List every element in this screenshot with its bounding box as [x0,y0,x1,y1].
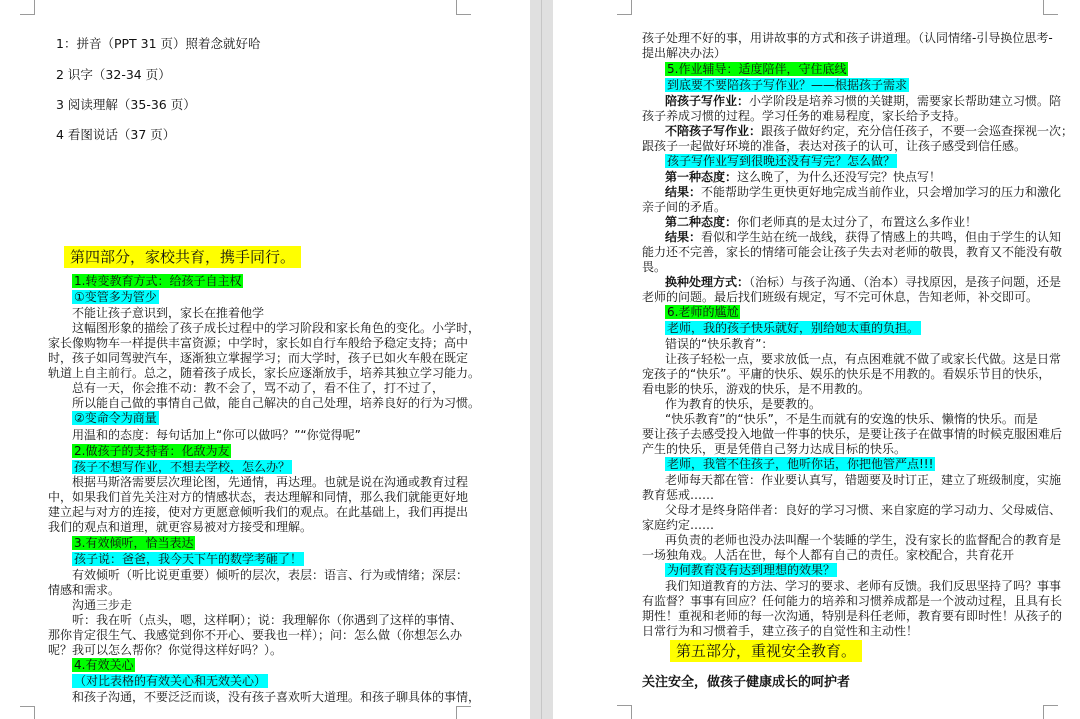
term-label: 结果： [665,185,702,199]
term-label: 陪孩子写作业： [665,94,750,108]
note-highlight: （对比表格的有效关心和无效关心） [74,674,267,688]
quote-highlight: 孩子写作业写到很晚还没有写完？怎么做？ [667,154,896,168]
question-highlight: 为何教育没有达到理想的效果？ [667,563,836,577]
body-line: 家庭约定…… [642,518,715,532]
body-line: 所以能自己做的事情自己做，能自己解决的自己处理，培养良好的行为习惯。 [72,396,481,410]
body-text: 这么晚了，为什么还没写完？快点写！ [737,170,942,184]
term-label: 换种处理方式： [665,275,750,289]
contents-item: 3 阅读理解（35-36 页） [56,97,196,112]
body-line: 期性！重视和老师的每一次沟通，特别是科任老师，教育要有即时性！从孩子的 [642,609,1063,623]
body-line: 宠孩子的“快乐”。平庸的快乐、娱乐的快乐是不用教的。看娱乐节目的快乐， [642,367,1051,381]
body-text: 跟孩子做好约定，充分信任孩子，不要一会巡查探视一次； [761,124,1074,138]
crop-mark [617,0,632,15]
body-line: 跟孩子一起做好环境的准备，表达对孩子的认可，让孩子感受到信任感。 [642,139,1027,153]
term-label: 不陪孩子写作业： [665,124,762,138]
body-line: 畏。 [642,260,667,274]
body-line: 听：我在听（点头，嗯，这样啊）；说：我理解你（你遇到了这样的事情、 [72,613,463,627]
body-line: 一场独角戏。人活在世，每个人都有自己的责任。家校配合，共育花开 [642,548,1015,562]
body-line: 我们知道教育的方法、学习的要求、老师有反馈。我们反思坚持了吗？事事 [665,579,1062,593]
contents-item: 2 识字（32-34 页） [56,67,171,82]
body-line: 用温和的态度：每句话加上“你可以做吗？”“你觉得呢” [72,428,361,442]
document-page-right [553,0,1080,719]
body-line: 中，如果我们首先关注对方的情感状态，表达理解和同情，那么我们就能更好地 [48,490,469,504]
heading-highlight: 2.做孩子的支持者：化敌为友 [74,444,230,458]
quote-highlight: 老师，我的孩子快乐就好，别给她太重的负担。 [667,321,920,335]
heading-highlight: 3.有效倾听，恰当表达 [74,536,194,550]
crop-mark [1043,705,1058,719]
body-line: 看电影的快乐，游戏的快乐，是不用教的。 [642,382,871,396]
body-line: 轨道上自主前行。总之，随着孩子成长，家长应逐渐放手，培养其独立学习能力。 [48,366,481,380]
body-line: 根据马斯洛需要层次理论图，先通情，再达理。也就是说在沟通或教育过程 [72,475,469,489]
body-line: 这幅图形象的描绘了孩子成长过程中的学习阶段和家长角色的变化。小学时， [72,321,481,335]
body-text: 小学阶段是培养习惯的关键期，需要家长帮助建立习惯。陪 [749,94,1062,108]
body-line: 和孩子沟通，不要泛泛而谈，没有孩子喜欢听大道理。和孩子聊具体的事情， [72,690,481,704]
body-line: 有监督？事事有回应？任何能力的培养和习惯养成都是一个波动过程，且具有长 [642,594,1063,608]
term-label: 第二种态度： [665,215,738,229]
body-line: 孩子养成习惯的过程。学习任务的难易程度，家长给予支持。 [642,109,967,123]
body-line: 亲子间的矛盾。 [642,200,727,214]
term-label: 第一种态度： [665,170,738,184]
crop-mark [456,706,471,719]
body-line: 有效倾听（听比说更重要）倾听的层次，表层：语言、行为或情绪；深层： [72,568,469,582]
body-line: 产生的快乐，更是凭借自己努力达成目标的快乐。 [642,442,907,456]
scroll-divider [541,0,542,719]
body-text: 看似和学生站在统一战线，获得了情感上的共鸣，但由于学生的认知 [701,230,1062,244]
section-title: 第五部分，重视安全教育。 [670,640,862,662]
crop-mark [456,0,471,15]
heading-highlight: 6.老师的尴尬 [667,305,739,319]
body-line: 再负责的老师也没办法叫醒一个装睡的学生，没有家长的监督配合的教育是 [665,533,1062,547]
body-text: 不能帮助学生更快更好地完成当前作业，只会增加学习的压力和激化 [701,185,1062,199]
crop-mark [617,705,632,719]
quote-highlight: 到底要不要陪孩子写作业？——根据孩子需求 [667,78,908,92]
heading-highlight: 5.作业辅导：适度陪伴，守住底线 [667,62,847,76]
crop-mark [20,706,35,719]
heading-highlight: 4.有效关心 [74,658,134,672]
body-line: 能力还不完善，家长的情绪可能会让孩子失去对老师的敬畏，教育又不能没有敬 [642,245,1063,259]
body-line: 父母才是终身陪伴者：良好的学习习惯、来自家庭的学习动力、父母威信、 [665,503,1062,517]
body-text: （治标）与孩子沟通、（治本）寻找原因，是孩子问题，还是 [749,275,1062,289]
section-title: 第四部分，家校共育，携手同行。 [64,246,301,268]
body-line: 老师每天都在管：作业要认真写，错题要及时订正，建立了班级制度，实施 [665,473,1062,487]
contents-item: 4 看图说话（37 页） [56,127,176,142]
body-line: 不能让孩子意识到，家长在推着他学 [72,306,265,320]
body-line: 呢？我可以怎么帮你？你觉得这样好吗？）。 [48,643,283,657]
term-label: 结果： [665,230,702,244]
document-page-left [0,0,530,719]
body-text: 你们老师真的是太过分了，布置这么多作业！ [737,215,978,229]
subheading-highlight: ①变管多为管少 [74,290,157,304]
body-line: 教育惩戒…… [642,488,715,502]
body-line: 提出解决办法） [642,46,727,60]
quote-highlight: 孩子不想写作业，不想去学校，怎么办？ [74,460,291,474]
crop-mark [1043,0,1058,15]
body-line: 要让孩子去感受投入地做一件事的快乐，是要让孩子在做事情的时候克服困难后 [642,427,1063,441]
body-line: 孩子处理不好的事，用讲故事的方式和孩子讲道理。（认同情绪-引导换位思考- [642,31,1053,45]
body-line: 让孩子轻松一点，要求放低一点，有点困难就不做了或家长代做。这是日常 [665,352,1062,366]
body-line: 错误的“快乐教育”： [665,337,774,351]
section-subtitle: 关注安全，做孩子健康成长的呵护者 [642,675,851,690]
body-line: 家长像购物车一样提供丰富资源；中学时，家长如自行车般给予稳定支持；高中 [48,336,469,350]
body-line: 时，孩子如同驾驶汽车，逐渐独立掌握学习；而大学时，孩子已如火车般在既定 [48,351,469,365]
body-line: 我们的观点和道理，就更容易被对方接受和理解。 [48,520,313,534]
quote-highlight: 老师，我管不住孩子，他听你话，你把他管严点!!! [667,457,934,471]
body-line: 老师的问题。最后找们班级有规定，写不完可休息，告知老师，补交即可。 [642,290,1039,304]
body-line: 日常行为和习惯着手，建立孩子的自觉性和主动性！ [642,624,919,638]
body-line: 建立起与对方的连接，使对方更愿意倾听我们的观点。在此基础上，我们再提出 [48,505,469,519]
crop-mark [20,0,35,15]
body-line: 总有一天，你会推不动：教不会了，骂不动了，看不住了，打不过了， [72,381,445,395]
quote-highlight: 孩子说：爸爸，我今天下午的数学考砸了！ [74,552,303,566]
body-line: 作为教育的快乐，是要教的。 [665,397,822,411]
body-line: 沟通三步走 [72,598,133,612]
body-line: 那你肯定很生气、我感觉到你不开心、要我也一样）；问：怎么做（你想怎么办 [48,628,463,642]
subheading-highlight: ②变命令为商量 [74,411,157,425]
contents-item: 1：拼音（PPT 31 页）照着念就好哈 [56,36,261,51]
body-line: “快乐教育”的“快乐”，不是生而就有的安逸的快乐、懒惰的快乐。而是 [665,412,1038,426]
heading-highlight: 1.转变教育方式：给孩子自主权 [74,274,242,288]
body-line: 情感和需求。 [48,583,121,597]
